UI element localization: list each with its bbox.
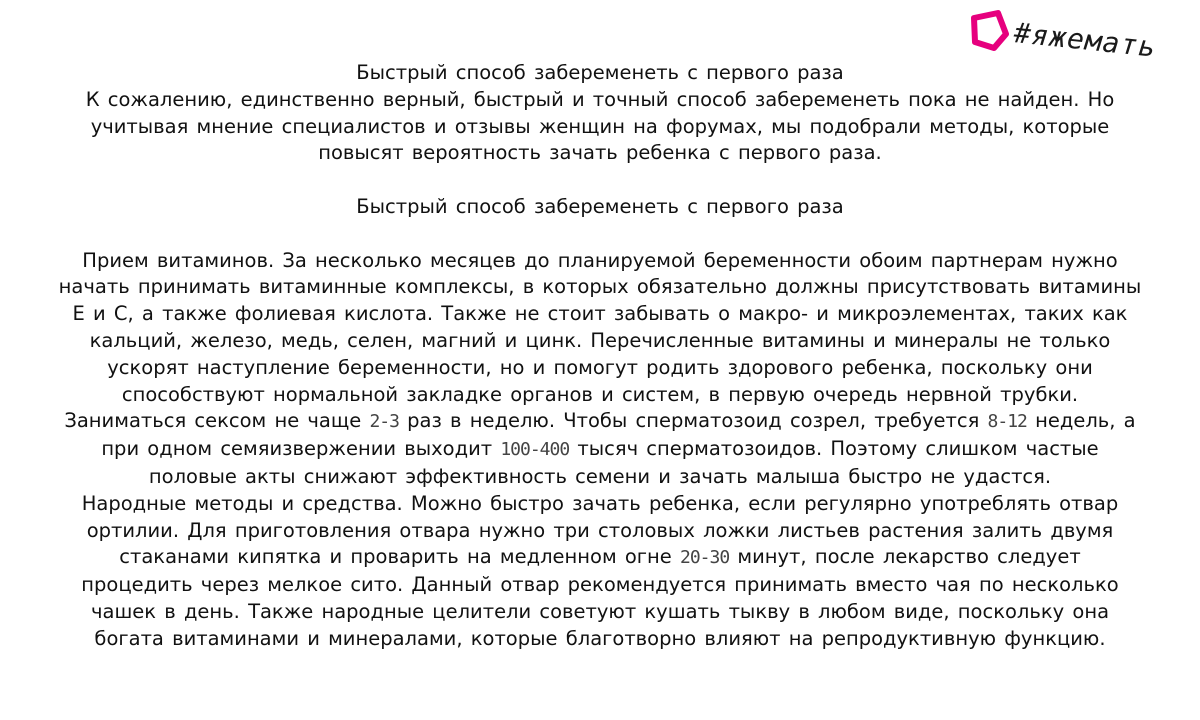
text-segment: тысяч сперматозоидов. Поэтому слишком частые (569, 437, 1099, 461)
number-value: 20-30 (680, 547, 730, 569)
folk-line: богата витаминами и минералами, которые благотворно влияют на репродуктивную функцию. (94, 626, 1106, 650)
vitamins-line: Прием витаминов. За несколько месяцев до планируемой беременности обоим партнерам нужно (82, 248, 1118, 272)
spacer (22, 167, 1178, 194)
folk-line (22, 544, 1178, 572)
text-segment: раз в неделю. Чтобы сперматозоид созрел, требуется (398, 409, 988, 433)
folk-line: процедить через мелкое сито. Данный отвар рекомендуется принимать вместо чая по несколько (81, 573, 1119, 597)
article-title: Быстрый способ забеременеть с первого раза (356, 61, 844, 84)
intro-line: К сожалению, единственно верный, быстрый и точный способ забеременеть пока не найден. Но (85, 87, 1115, 111)
brand-hashtag: #яжемать (1012, 16, 1158, 64)
folk-line: чашек в день. Также народные целители советуют кушать тыкву в любом виде, поскольку она (90, 599, 1110, 623)
intro-line: учитывая мнение специалистов и отзывы женщин на форумах, мы подобрали методы, которые (90, 114, 1110, 138)
vitamins-line: кальций, железо, медь, селен, магний и цинк. Перечисленные витамины и минералы не только (89, 328, 1111, 352)
number-value: 8-12 (987, 411, 1027, 433)
text-segment: при одном семяизвержении выходит (101, 437, 501, 461)
folk-line: Народные методы и средства. Можно быстро зачать ребенка, если регулярно употреблять отвар (81, 491, 1119, 515)
article-text (22, 60, 1178, 653)
pentagon-logo-icon (966, 8, 1012, 54)
vitamins-line: Е и С, а также фолиевая кислота. Также не стоит забывать о макро- и микроэлементах, таких как (72, 302, 1128, 326)
sex-line (22, 408, 1178, 436)
text-segment: минут, после лекарство следует (729, 545, 1081, 569)
number-value: 2-3 (369, 411, 399, 433)
folk-line: ортилии. Для приготовления отвара нужно три столовых ложки листьев растения залить двумя (86, 518, 1114, 542)
intro-line: повысят вероятность зачать ребенка с первого раза. (318, 141, 882, 165)
spacer (22, 221, 1178, 248)
text-segment: Заниматься сексом не чаще (64, 409, 370, 433)
section-title: Быстрый способ забеременеть с первого раза (356, 194, 844, 218)
text-segment: стаканами кипятка и проварить на медленном огне (119, 545, 680, 569)
sex-line (22, 436, 1178, 464)
number-value: 100-400 (500, 439, 570, 461)
sex-line: половые акты снижают эффективность семени и зачать малыша быстро не удастся. (148, 464, 1052, 488)
vitamins-line: начать принимать витаминные комплексы, в которых обязательно должны присутствовать витамины (58, 275, 1142, 299)
vitamins-line: способствуют нормальной закладке органов и систем, в первую очередь нервной трубки. (121, 382, 1079, 406)
text-segment: недель, а (1026, 409, 1136, 433)
vitamins-line: ускорят наступление беременности, но и помогут родить здорового ребенка, поскольку они (107, 355, 1093, 379)
